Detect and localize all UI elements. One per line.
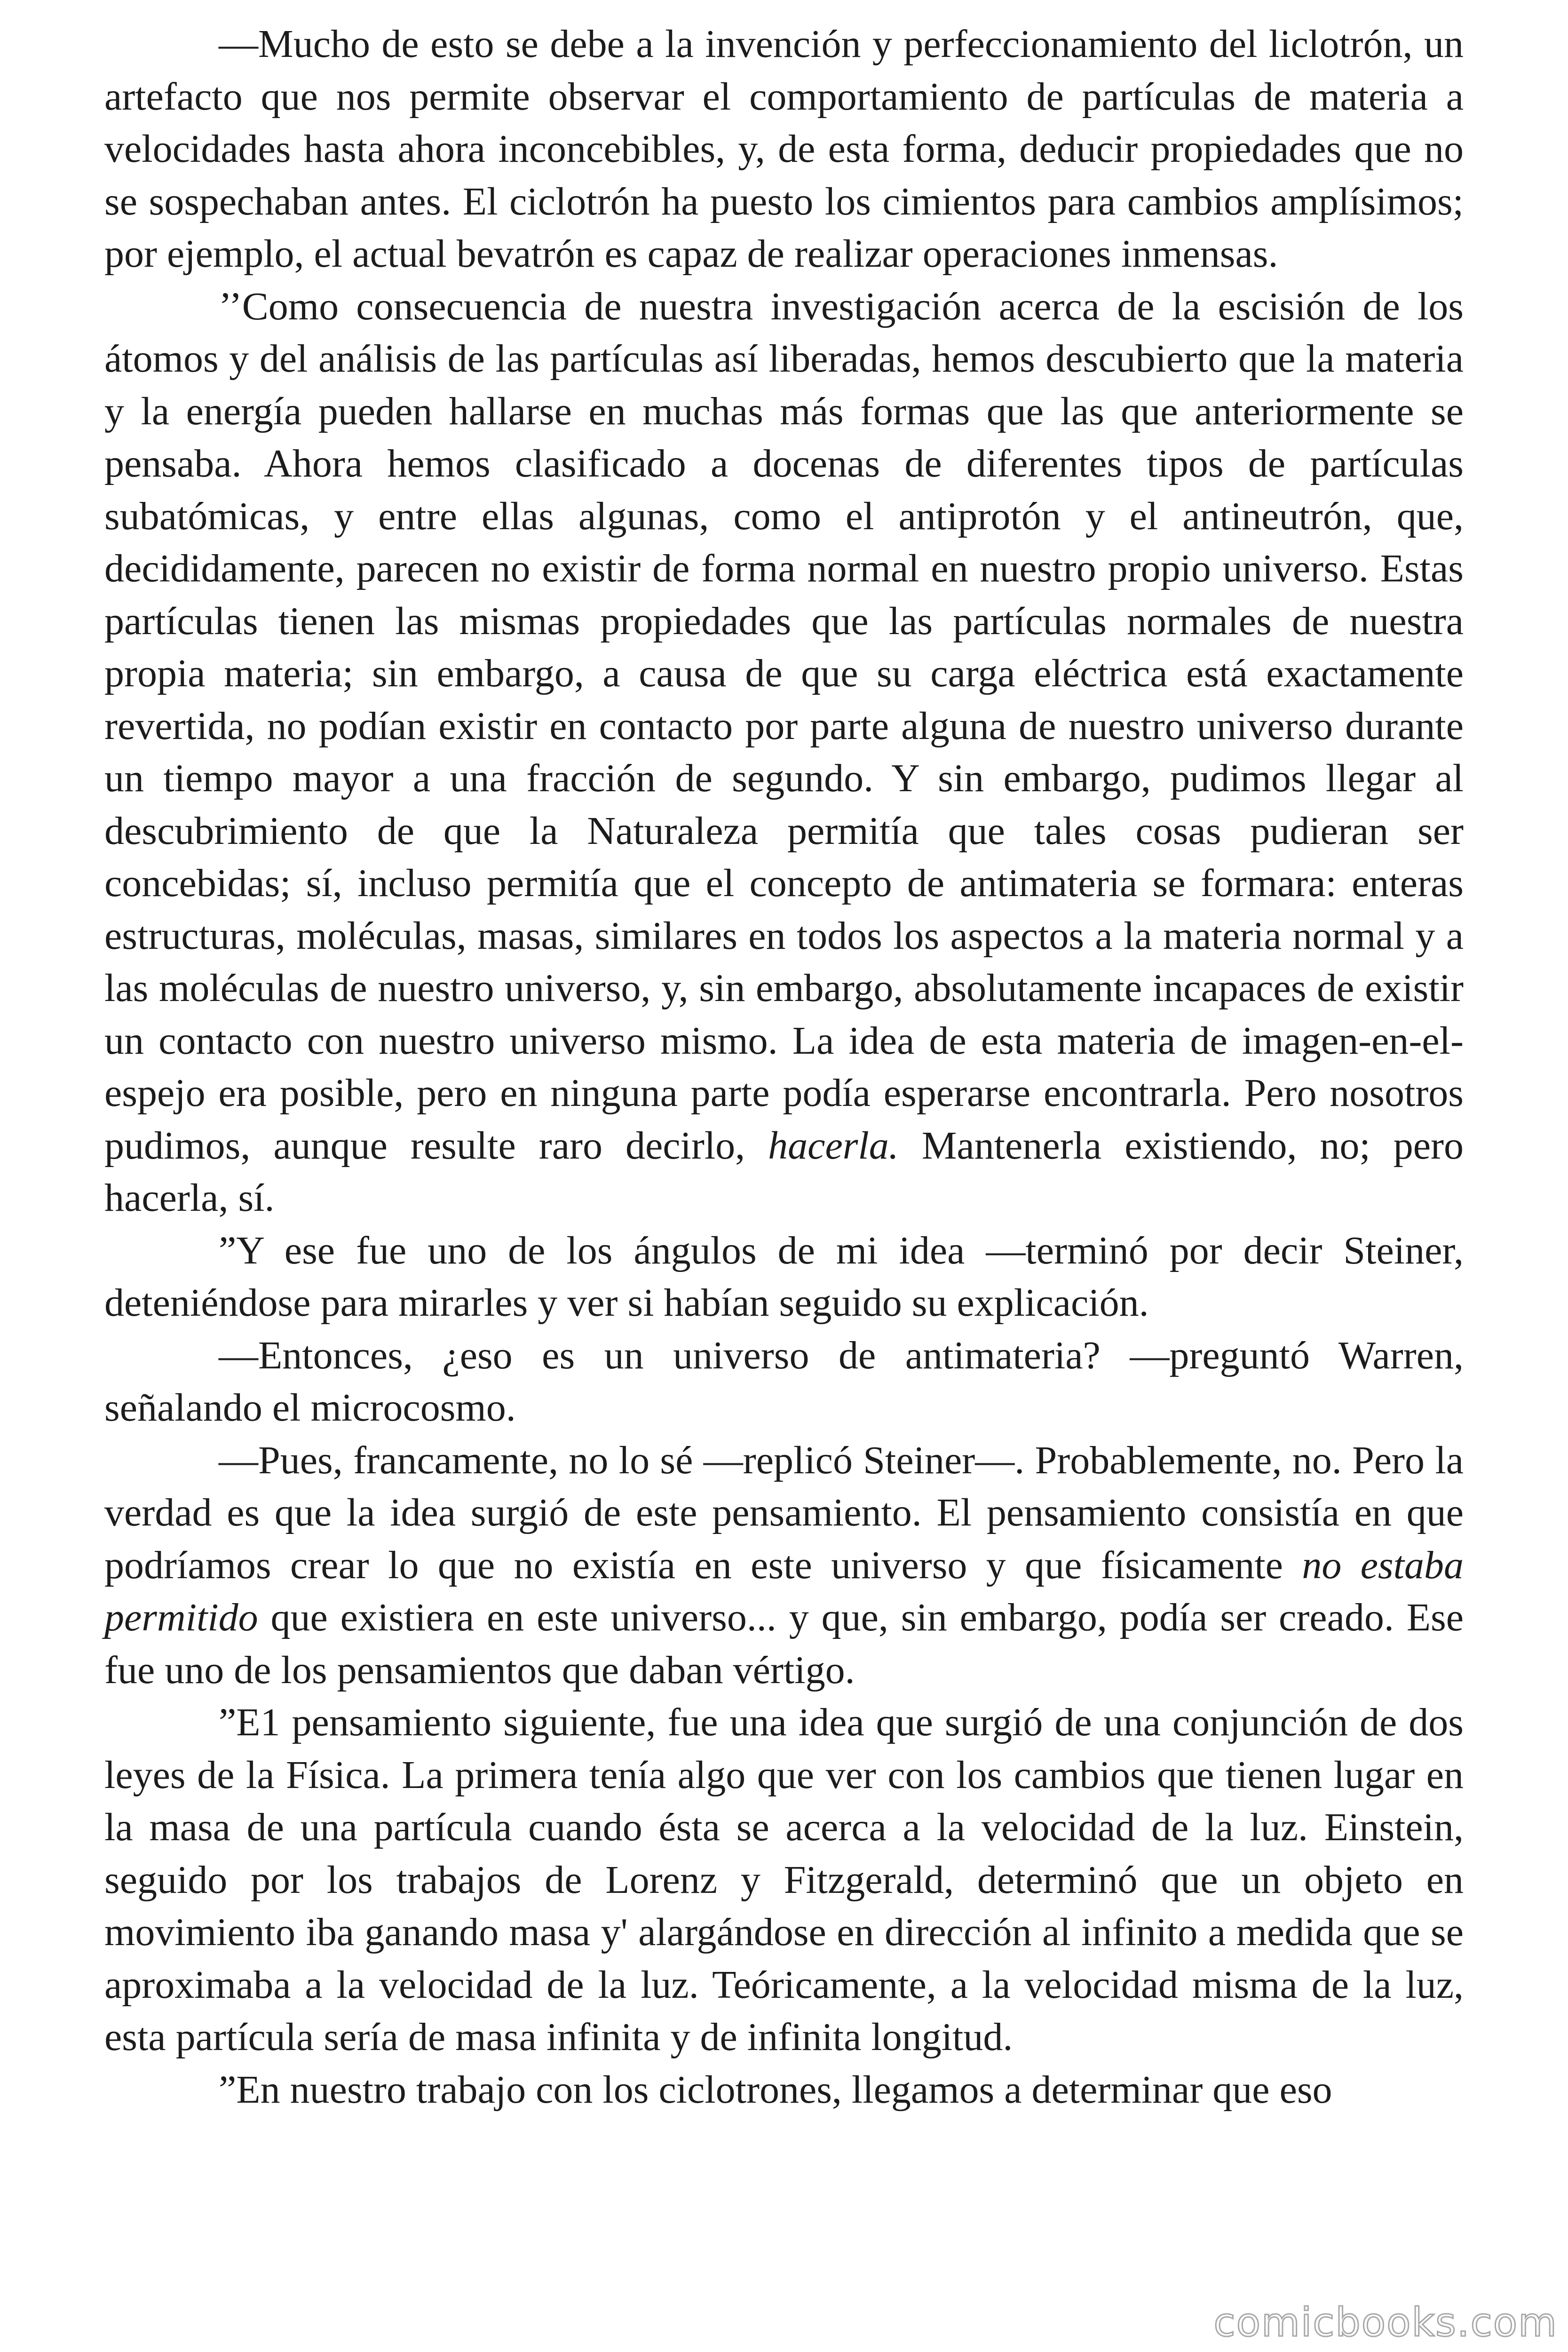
paragraph-2 <box>104 280 1464 1224</box>
paragraph-5 <box>104 1434 1464 1697</box>
italic-emphasis: hacerla. <box>768 1123 899 1168</box>
paragraph-3 <box>104 1224 1464 1329</box>
paragraph-text: —Entonces, ¿eso es un universo de antimateria? —preguntó Warren, señalando el microcosmo. <box>104 1333 1464 1430</box>
italic-emphasis: no estaba permitido <box>104 1543 1464 1639</box>
watermark-logo: comicbooks.com <box>1213 2299 1558 2345</box>
paragraph-7 <box>104 2064 1464 2116</box>
paragraph-text: ”En nuestro trabajo con los ciclotrones, llegamos a determinar que eso <box>219 2067 1332 2112</box>
paragraph-text: —Pues, francamente, no lo sé —replicó Steiner—. Probablemente, no. Pero la verdad es que la idea surgió de este pensamiento. El pensamiento consistía en que podríamos crear lo que no existía en este universo y que físicamente <box>104 1438 1464 1587</box>
book-page-text <box>104 18 1464 2116</box>
paragraph-text-continued: Mantenerla existiendo, no; pero hacerla, sí. <box>104 1123 1464 1220</box>
paragraph-text: ”Y ese fue uno de los ángulos de mi idea —terminó por decir Steiner, deteniéndose para mirarles y ver si habían seguido su explicación. <box>104 1228 1464 1325</box>
paragraph-text: —Mucho de esto se debe a la invención y perfeccionamiento del liclotrón, un artefacto que nos permite observar el comportamiento de partículas de materia a velocidades hasta ahora inconcebibles, y, de esta forma, deducir propiedades que no se sospechaban antes. El ciclotrón ha puesto los cimientos para cambios amplísimos; por ejemplo, el actual bevatrón es capaz de realizar operaciones inmensas. <box>104 22 1464 276</box>
paragraph-6 <box>104 1696 1464 2064</box>
paragraph-text: ’’Como consecuencia de nuestra investigación acerca de la escisión de los átomos y del análisis de las partículas así liberadas, hemos descubierto que la materia y la energía pueden hallarse en muchas más formas que las que anteriormente se pensaba. Ahora hemos clasificado a docenas de diferentes tipos de partículas subatómicas, y entre ellas algunas, como el antiprotón y el antineutrón, que, decididamente, parecen no existir de forma normal en nuestro propio universo. Estas partículas tienen las mismas propiedades que las partículas normales de nuestra propia materia; sin embargo, a causa de que su carga eléctrica está exactamente revertida, no podían existir en contacto por parte alguna de nuestro universo durante un tiempo mayor a una fracción de segundo. Y sin embargo, pudimos llegar al descubrimiento de que la Naturaleza permitía que tales cosas pudieran ser concebidas; sí, incluso permitía que el concepto de antimateria se formara: enteras estructuras, moléculas, masas, similares en todos los aspectos a la materia normal y a las moléculas de nuestro universo, y, sin embargo, absolutamente incapaces de existir un contacto con nuestro universo mismo. La idea de esta materia de imagen-en-el-espejo era posible, pero en ninguna parte podía esperarse encontrarla. Pero nosotros pudimos, aunque resulte raro decirlo, <box>104 284 1464 1168</box>
paragraph-text: ”E1 pensamiento siguiente, fue una idea que surgió de una conjunción de dos leyes de la Física. La primera tenía algo que ver con los cambios que tienen lugar en la masa de una partícula cuando ésta se acerca a la velocidad de la luz. Einstein, seguido por los trabajos de Lorenz y Fitzgerald, determinó que un objeto en movimiento iba ganando masa y' alargándose en dirección al infinito a medida que se aproximaba a la velocidad de la luz. Teóricamente, a la velocidad misma de la luz, esta partícula sería de masa infinita y de infinita longitud. <box>104 1700 1464 2059</box>
paragraph-text-continued: que existiera en este universo... y que, sin embargo, podía ser creado. Ese fue uno de los pensamientos que daban vértigo. <box>104 1596 1464 1692</box>
paragraph-1 <box>104 18 1464 280</box>
paragraph-4 <box>104 1329 1464 1434</box>
